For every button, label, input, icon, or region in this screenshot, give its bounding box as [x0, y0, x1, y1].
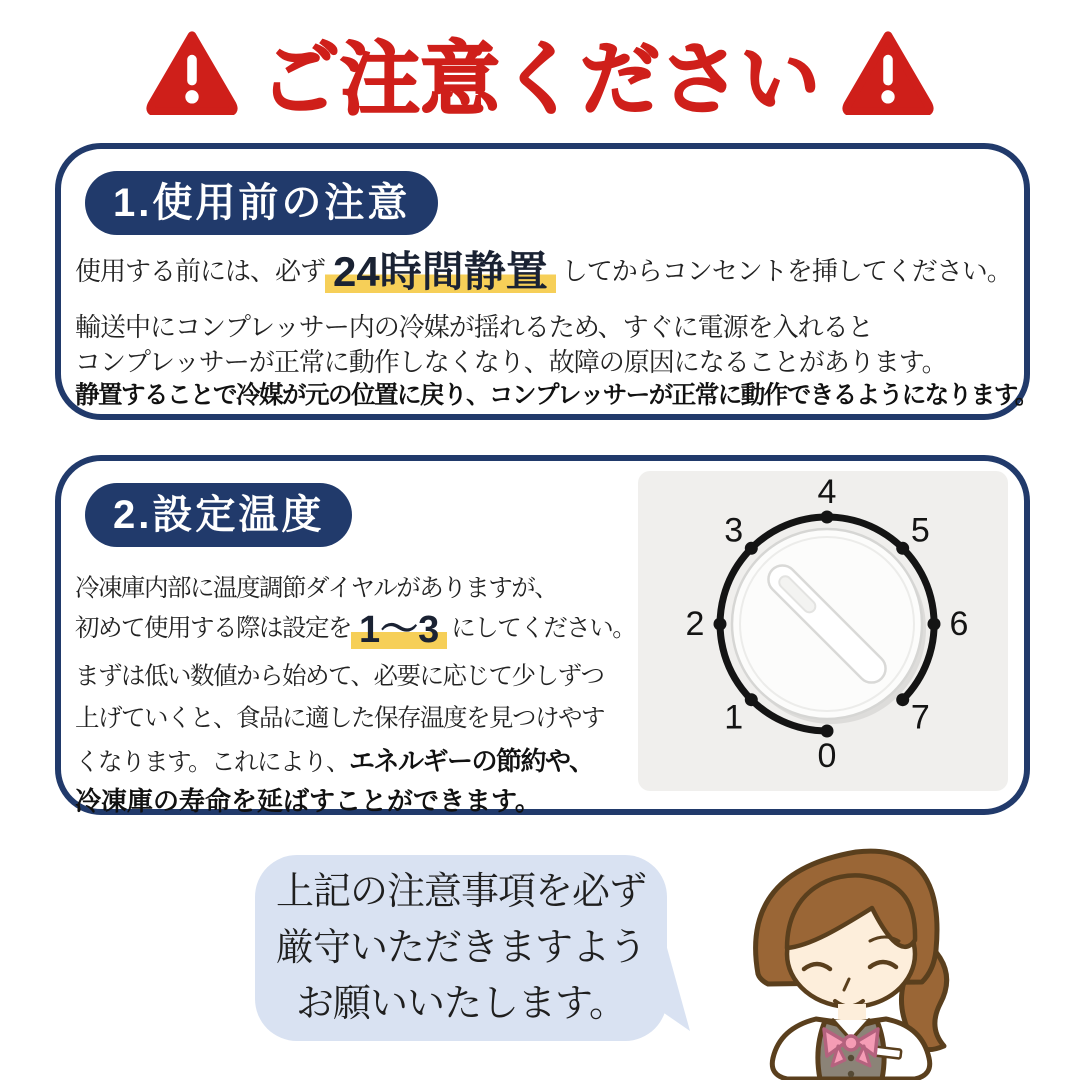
- dial-label-2: 2: [685, 605, 705, 643]
- temperature-dial: [638, 471, 1008, 791]
- section1-line3: コンプレッサーが正常に動作しなくなり、故障の原因になることがあります。: [75, 347, 947, 377]
- warning-triangle-icon: [144, 29, 240, 115]
- receptionist-illustration: [688, 832, 1014, 1080]
- notice-box-before-use: [55, 143, 1038, 420]
- dial-label-7: 7: [910, 698, 930, 737]
- warning-triangle-icon: [840, 29, 936, 115]
- section2-line3: まずは低い数値から始めて、必要に応じて少しずつ: [75, 663, 604, 690]
- section1-line1-post: してからコンセントを挿してください。: [561, 256, 1012, 286]
- dial-label-1: 1: [724, 698, 744, 737]
- speech-bubble-line2: 厳守いただきますよう: [275, 927, 646, 969]
- section2-line2-highlight: 1〜3: [351, 609, 447, 649]
- section2-line1: 冷凍庫内部に温度調節ダイヤルがありますが、: [75, 575, 558, 602]
- neck: [838, 1004, 866, 1022]
- section2-line5: [75, 741, 594, 778]
- dial-label-6: 6: [949, 605, 969, 643]
- section2-line2-pre: 初めて使用する際は設定を: [75, 615, 351, 642]
- section2-line5-pre: くなります。これにより、: [75, 749, 350, 776]
- section1-line4: 静置することで冷媒が元の位置に戻り、コンプレッサーが正常に動作できるようになります。: [75, 382, 1038, 409]
- section1-heading-pill: 1.使用前の注意: [85, 171, 438, 235]
- speech-bubble-line3: お願いいたします。: [296, 983, 626, 1025]
- section2-line4: 上げていくと、食品に適した保存温度を見つけやす: [75, 705, 604, 732]
- section2-line5-bold: エネルギーの節約や、: [349, 746, 594, 776]
- speech-bubble-tail: [468, 835, 698, 1055]
- dial-label-0: 0: [817, 737, 837, 775]
- page-title-row: [0, 22, 1080, 122]
- section1-line1-pre: 使用する前には、必ず: [75, 256, 326, 286]
- section2-line6: 冷凍庫の寿命を延ばすことができます。: [75, 786, 541, 816]
- section1-line2: 輸送中にコンプレッサー内の冷媒が揺れるため、すぐに電源を入れると: [75, 312, 873, 342]
- vest-button: [848, 1071, 854, 1077]
- vest-button: [848, 1055, 854, 1061]
- section2-line2-post: にしてください。: [451, 615, 636, 642]
- section2-heading-pill: 2.設定温度: [85, 483, 352, 547]
- dial-label-4: 4: [817, 473, 837, 511]
- speech-bubble-line1: 上記の注意事項を必ず: [275, 871, 646, 913]
- notice-box-temperature: [55, 455, 1030, 815]
- name-tag: [873, 1046, 901, 1058]
- section1-line1: [75, 249, 1012, 293]
- section1-line1-highlight: 24時間静置: [325, 249, 556, 293]
- dial-label-3: 3: [724, 511, 744, 550]
- section2-line2: [75, 609, 635, 649]
- dial-label-5: 5: [910, 511, 930, 550]
- page-title: ご注意ください: [260, 34, 820, 124]
- temperature-dial-panel: [638, 471, 1008, 791]
